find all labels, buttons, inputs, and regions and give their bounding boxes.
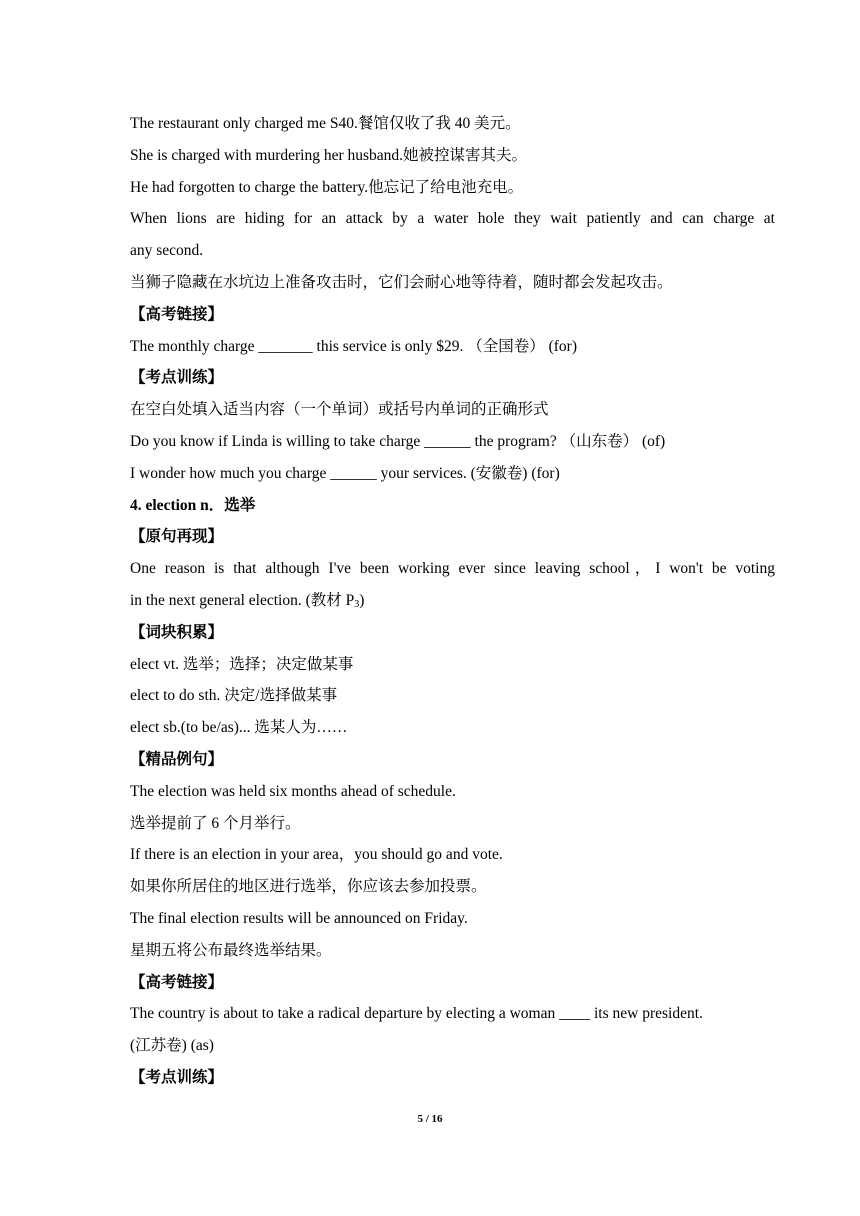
example-sentence: When lions are hiding for an attack by a water hole they wait patiently and can charge at bbox=[130, 210, 775, 228]
section-heading: 【原句再现】 bbox=[130, 528, 224, 546]
exercise-instruction: 在空白处填入适当内容（一个单词）或括号内单词的正确形式 bbox=[130, 401, 549, 419]
section-heading: 【高考链接】 bbox=[130, 305, 224, 323]
source-sentence-text: in the next general election. (教材 P bbox=[130, 591, 355, 609]
exercise-question: Do you know if Linda is willing to take charge ______ the program? （山东卷） (of) bbox=[130, 432, 666, 450]
example-sentence: The restaurant only charged me S40.餐馆仅收了我 40 美元。 bbox=[130, 115, 521, 132]
example-sentence: The final election results will be announced on Friday. bbox=[130, 909, 468, 927]
exercise-question: I wonder how much you charge ______ your services. (安徽卷) (for) bbox=[130, 464, 560, 482]
example-sentence: any second. bbox=[130, 242, 204, 260]
section-heading: 【高考链接】 bbox=[130, 973, 224, 991]
document-body bbox=[130, 108, 775, 1094]
source-sentence bbox=[130, 585, 775, 617]
phrase-entry: elect sb.(to be/as)... 选某人为…… bbox=[130, 719, 348, 737]
exam-question: The country is about to take a radical departure by electing a woman ____ its new president. bbox=[130, 1005, 703, 1023]
section-heading: 【精品例句】 bbox=[130, 750, 224, 768]
example-translation: 星期五将公布最终选举结果。 bbox=[130, 941, 332, 959]
example-sentence: She is charged with murdering her husband.她被控谋害其夫。 bbox=[130, 146, 528, 164]
example-sentence: If there is an election in your area，you should go and vote. bbox=[130, 846, 503, 864]
page-number: 5 / 16 bbox=[417, 1113, 443, 1125]
example-translation: 当狮子隐藏在水坑边上准备攻击时，它们会耐心地等待着，随时都会发起攻击。 bbox=[130, 273, 673, 291]
vocab-entry-heading: 4. election n．选举 bbox=[130, 496, 256, 514]
page-subscript: 3 bbox=[354, 598, 360, 610]
example-sentence: The election was held six months ahead of schedule. bbox=[130, 782, 456, 800]
example-translation: 选举提前了 6 个月举行。 bbox=[130, 814, 301, 832]
exam-question: (江苏卷) (as) bbox=[130, 1037, 214, 1055]
exam-question: The monthly charge _______ this service is only $29. （全国卷） (for) bbox=[130, 337, 577, 355]
section-heading: 【考点训练】 bbox=[130, 1068, 224, 1086]
section-heading: 【考点训练】 bbox=[130, 369, 224, 387]
phrase-entry: elect to do sth. 决定/选择做某事 bbox=[130, 687, 338, 705]
example-sentence: He had forgotten to charge the battery.他忘记了给电池充电。 bbox=[130, 178, 524, 196]
section-heading: 【词块积累】 bbox=[130, 623, 224, 641]
example-translation: 如果你所居住的地区进行选举，你应该去参加投票。 bbox=[130, 878, 487, 896]
source-sentence: One reason is that although I've been working ever since leaving school，I won't be voting bbox=[130, 560, 775, 578]
phrase-entry: elect vt. 选举；选择；决定做某事 bbox=[130, 655, 354, 673]
source-close: ) bbox=[359, 591, 365, 609]
